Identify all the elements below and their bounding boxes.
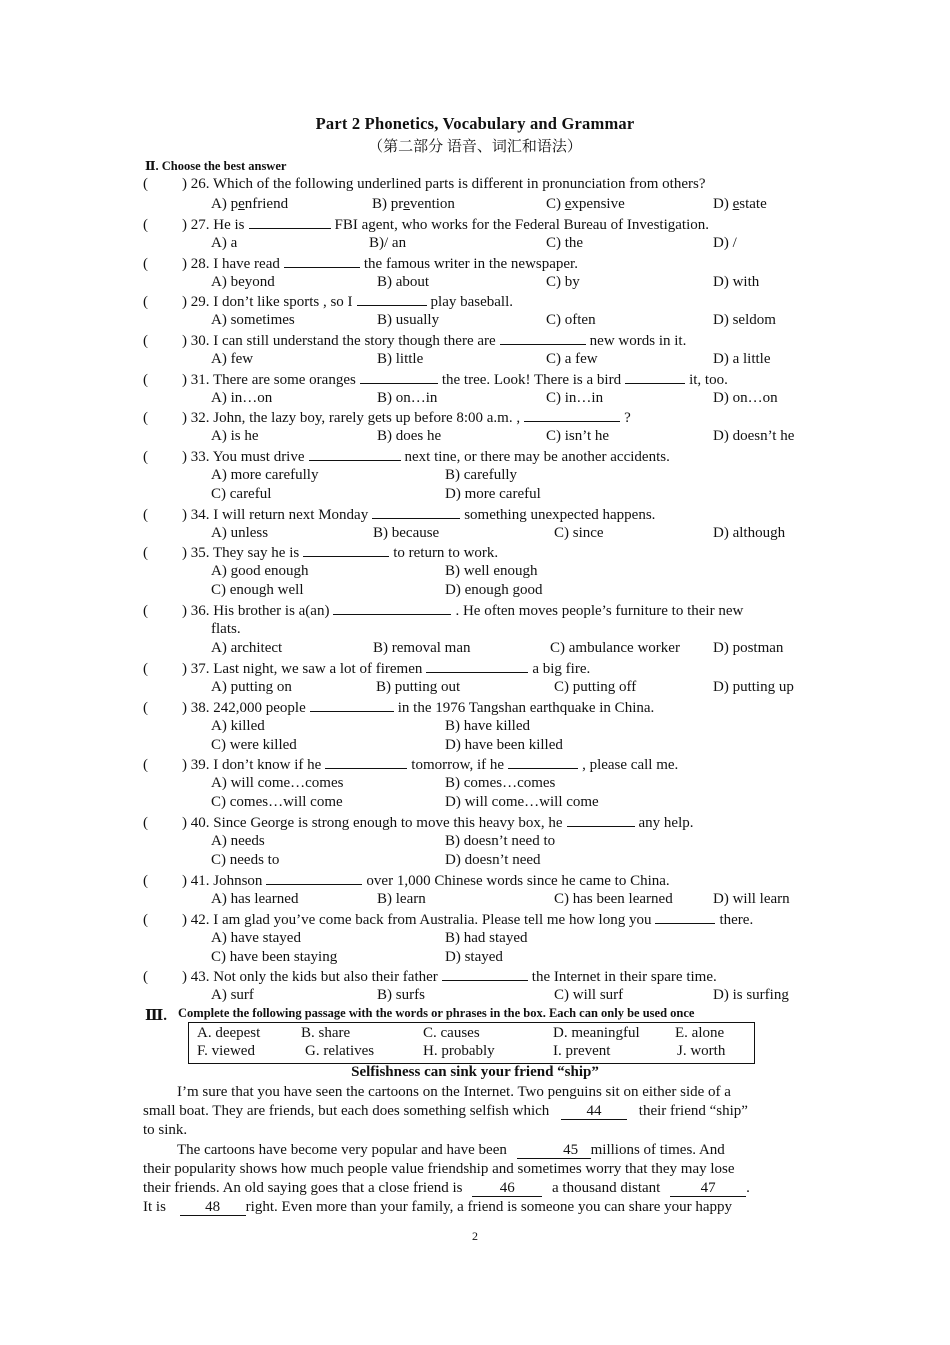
- option-text: state: [739, 195, 767, 212]
- blank-48[interactable]: 48: [180, 1200, 246, 1216]
- option-text: B) had stayed: [445, 929, 528, 946]
- answer-blank[interactable]: [524, 407, 620, 422]
- option-d[interactable]: [713, 234, 737, 253]
- option-b[interactable]: [445, 832, 555, 851]
- question-line: [143, 330, 686, 351]
- question-text: ) 34. I will return next Monday: [182, 507, 369, 523]
- question-line: [143, 754, 678, 775]
- question-line: [143, 870, 670, 891]
- option-text: xpensive: [571, 195, 625, 212]
- blank-45[interactable]: 45: [517, 1143, 591, 1159]
- page-subtitle: （第二部分 语音、词汇和语法）: [368, 139, 582, 155]
- answer-paren[interactable]: (: [143, 507, 148, 523]
- question-text: ) 36. His brother is a(an): [182, 603, 330, 619]
- passage-line: their popularity shows how much people value friendship and sometimes worry that they may lose: [143, 1161, 735, 1177]
- option-d[interactable]: [445, 793, 599, 812]
- question-text: ) 43. Not only the kids but also their father: [182, 969, 438, 985]
- passage-line: I’m sure that you have seen the cartoons on the Internet. Two penguins sit on either side of a: [177, 1084, 731, 1100]
- question-text: ) 28. I have read: [182, 256, 280, 272]
- option-a[interactable]: [211, 311, 295, 330]
- option-text: B) does he: [377, 427, 442, 444]
- option-b[interactable]: [376, 678, 460, 697]
- option-c[interactable]: [211, 485, 271, 504]
- option-c[interactable]: [211, 736, 297, 755]
- option-text: B) well enough: [445, 562, 538, 579]
- option-text: D) a little: [713, 350, 771, 367]
- question-text: any help.: [638, 815, 694, 831]
- passage-text: millions of times. And: [590, 1142, 725, 1158]
- passage-text: It is: [143, 1199, 166, 1215]
- option-d[interactable]: [713, 678, 794, 697]
- option-text: B) comes…comes: [445, 774, 556, 791]
- question-line: [143, 446, 670, 467]
- option-a[interactable]: [211, 639, 282, 658]
- passage-text: their friend “ship”: [638, 1103, 748, 1119]
- option-c[interactable]: [554, 678, 636, 697]
- option-text: D) have been killed: [445, 737, 563, 753]
- answer-paren[interactable]: (: [143, 700, 148, 716]
- question-text: there.: [719, 912, 754, 928]
- answer-blank[interactable]: [426, 658, 528, 673]
- answer-blank[interactable]: [325, 754, 407, 769]
- option-a[interactable]: [211, 234, 237, 253]
- option-underlined-letter: e: [403, 195, 410, 212]
- option-text: C) a few: [546, 350, 598, 367]
- word-box-item: H. probably: [423, 1043, 495, 1059]
- option-text: D) with: [713, 273, 760, 290]
- option-text: D) postman: [713, 640, 784, 656]
- option-a[interactable]: [211, 195, 288, 214]
- option-text: C) enough well: [211, 582, 304, 598]
- question-line: [143, 966, 717, 987]
- option-text: D): [713, 195, 733, 212]
- option-c[interactable]: [546, 427, 609, 446]
- passage-text: their friends. An old saying goes that a close friend is: [143, 1180, 463, 1196]
- option-text: D) /: [713, 234, 737, 251]
- word-box-item: F. viewed: [197, 1043, 255, 1059]
- option-text: C) often: [546, 311, 596, 328]
- option-b[interactable]: [377, 389, 437, 408]
- answer-paren[interactable]: (: [143, 410, 148, 426]
- option-text: A) in…on: [211, 389, 273, 406]
- option-a[interactable]: [211, 774, 343, 793]
- question-text: ) 35. They say he is: [182, 545, 300, 561]
- question-line: [143, 214, 709, 235]
- option-c[interactable]: [546, 350, 598, 369]
- option-text: D) more careful: [445, 486, 541, 502]
- option-d[interactable]: [713, 195, 767, 214]
- question-line: [143, 812, 693, 833]
- option-b[interactable]: [445, 562, 537, 581]
- option-a[interactable]: [211, 466, 318, 485]
- passage-title: Selfishness can sink your friend “ship”: [351, 1064, 599, 1080]
- option-text: A) beyond: [211, 273, 275, 290]
- option-text: A) killed: [211, 717, 265, 734]
- passage-text: a thousand distant: [552, 1180, 661, 1196]
- option-c[interactable]: [554, 524, 604, 543]
- answer-paren[interactable]: (: [143, 661, 148, 677]
- option-text: D) is surfing: [713, 986, 789, 1003]
- question-text: ) 33. You must drive: [182, 449, 305, 465]
- option-text: D) will learn: [713, 890, 790, 907]
- option-d[interactable]: [713, 311, 776, 330]
- question-text: ) 42. I am glad you’ve come back from Australia. Please tell me how long you: [182, 912, 652, 928]
- option-c[interactable]: [546, 273, 580, 292]
- option-text: C) putting off: [554, 678, 637, 695]
- option-d[interactable]: [445, 485, 541, 504]
- option-d[interactable]: [713, 524, 785, 543]
- answer-paren[interactable]: (: [143, 217, 148, 233]
- option-c[interactable]: [546, 234, 583, 253]
- answer-blank[interactable]: [655, 909, 715, 924]
- question-text: ) 29. I don’t like sports , so I: [182, 294, 353, 310]
- option-text: B) have killed: [445, 717, 530, 734]
- option-b[interactable]: [445, 717, 530, 736]
- answer-paren[interactable]: (: [143, 372, 148, 388]
- option-text: C): [546, 195, 565, 212]
- option-underlined-letter: e: [238, 195, 245, 212]
- option-text: A) putting on: [211, 678, 292, 695]
- question-text: ) 39. I don’t know if he: [182, 757, 322, 773]
- option-b[interactable]: [377, 273, 429, 292]
- passage-line: [143, 1102, 807, 1121]
- option-c[interactable]: [211, 948, 337, 967]
- question-text: ) 40. Since George is strong enough to move this heavy box, he: [182, 815, 563, 831]
- word-box-item: D. meaningful: [553, 1025, 640, 1041]
- option-text: C) by: [546, 273, 580, 290]
- option-text: B) doesn’t need to: [445, 832, 556, 849]
- question-text: FBI agent, who works for the Federal Bureau of Investigation.: [334, 217, 709, 233]
- question-text: ?: [624, 410, 631, 426]
- option-b[interactable]: [445, 466, 517, 485]
- question-text: ) 30. I can still understand the story though there are: [182, 333, 496, 349]
- passage-line: [143, 1179, 807, 1198]
- option-text: A) is he: [211, 427, 259, 444]
- passage-text: right. Even more than your family, a friend is someone you can share your happy: [245, 1199, 733, 1215]
- answer-blank[interactable]: [303, 542, 389, 557]
- option-d[interactable]: [713, 890, 790, 909]
- option-d[interactable]: [445, 948, 503, 967]
- answer-blank[interactable]: [266, 870, 362, 885]
- answer-blank[interactable]: [310, 697, 394, 712]
- answer-blank[interactable]: [500, 330, 586, 345]
- answer-blank[interactable]: [360, 369, 438, 384]
- answer-blank[interactable]: [333, 600, 451, 615]
- question-line: [143, 175, 705, 194]
- question-text: over 1,000 Chinese words since he came to China.: [366, 873, 670, 889]
- question-line: [143, 253, 578, 274]
- word-box: [188, 1022, 755, 1064]
- option-a[interactable]: [211, 273, 275, 292]
- option-text: B) usually: [377, 311, 440, 328]
- option-d[interactable]: [713, 350, 770, 369]
- answer-blank[interactable]: [567, 812, 635, 827]
- answer-paren[interactable]: (: [143, 545, 148, 561]
- option-text: A) will come…comes: [211, 774, 344, 791]
- option-text: C) comes…will come: [211, 794, 343, 810]
- option-text: A) unless: [211, 524, 269, 541]
- page-number: 2: [472, 1229, 478, 1243]
- option-b[interactable]: [377, 350, 423, 369]
- answer-paren[interactable]: (: [143, 873, 148, 889]
- word-box-item: E. alone: [675, 1025, 725, 1041]
- option-text: A) a: [211, 234, 238, 251]
- answer-paren[interactable]: (: [143, 294, 148, 310]
- question-line: [143, 504, 655, 525]
- option-text: A) has learned: [211, 890, 299, 907]
- option-text: A) needs: [211, 832, 265, 849]
- answer-blank[interactable]: [372, 504, 460, 519]
- option-text: B) removal man: [373, 640, 471, 656]
- question-line: [143, 658, 590, 679]
- answer-blank[interactable]: [442, 966, 528, 981]
- option-text: D) will come…will come: [445, 794, 599, 810]
- option-text: A) have stayed: [211, 929, 301, 946]
- option-text: C) needs to: [211, 852, 280, 868]
- question-line: [143, 600, 743, 621]
- option-d[interactable]: [445, 736, 563, 755]
- answer-paren[interactable]: (: [143, 757, 148, 773]
- option-text: vention: [409, 195, 455, 212]
- option-text: A) surf: [211, 986, 254, 1003]
- option-text: D) on…on: [713, 389, 778, 406]
- question-line: [143, 542, 498, 563]
- option-text: B) surfs: [377, 986, 425, 1003]
- question-text: it, too.: [689, 372, 728, 388]
- option-c[interactable]: [211, 851, 279, 870]
- option-text: D) putting up: [713, 678, 794, 695]
- question-line: [143, 369, 728, 390]
- option-text: C) careful: [211, 486, 272, 502]
- option-a[interactable]: [211, 427, 259, 446]
- question-text: ) 41. Johnson: [182, 873, 263, 889]
- question-text: ) 26. Which of the following underlined parts is different in pronunciation from others?: [182, 176, 706, 192]
- answer-blank[interactable]: [357, 291, 427, 306]
- option-underlined-letter: e: [732, 195, 740, 212]
- section-3-numeral: Ⅲ.: [145, 1008, 168, 1024]
- answer-blank[interactable]: [508, 754, 578, 769]
- option-a[interactable]: [211, 678, 292, 697]
- option-a[interactable]: [211, 890, 298, 909]
- option-text: C) since: [554, 524, 604, 541]
- option-text: C) ambulance worker: [550, 640, 680, 656]
- answer-blank[interactable]: [309, 446, 401, 461]
- answer-paren[interactable]: (: [143, 603, 148, 619]
- question-text: new words in it.: [589, 333, 687, 349]
- question-line: [143, 697, 654, 718]
- option-underlined-letter: e: [564, 195, 572, 212]
- option-text: A) good enough: [211, 562, 309, 579]
- question-text: ) 31. There are some oranges: [182, 372, 356, 388]
- option-b[interactable]: [445, 774, 555, 793]
- option-b[interactable]: [373, 639, 470, 658]
- answer-paren[interactable]: (: [143, 969, 148, 985]
- option-c[interactable]: [546, 195, 625, 214]
- option-text: C) were killed: [211, 737, 297, 753]
- option-d[interactable]: [445, 581, 543, 600]
- page-title: Part 2 Phonetics, Vocabulary and Grammar: [315, 114, 635, 133]
- option-text: D) seldom: [713, 311, 776, 328]
- option-d[interactable]: [713, 639, 783, 658]
- option-a[interactable]: [211, 986, 254, 1005]
- question-line: [143, 407, 631, 428]
- option-text: D) although: [713, 524, 786, 541]
- question-text: ) 38. 242,000 people: [182, 700, 306, 716]
- option-a[interactable]: [211, 929, 301, 948]
- section-3-instruction: Complete the following passage with the words or phrases in the box. Each can only be used once: [178, 1006, 695, 1020]
- question-text: something unexpected happens.: [464, 507, 656, 523]
- option-c[interactable]: [550, 639, 680, 658]
- option-text: C) will surf: [554, 986, 624, 1003]
- answer-paren[interactable]: (: [143, 912, 148, 928]
- option-a[interactable]: [211, 832, 265, 851]
- question-text: next tine, or there may be another accidents.: [404, 449, 670, 465]
- answer-paren[interactable]: (: [143, 815, 148, 831]
- question-text: . He often moves people’s furniture to their new: [455, 603, 744, 619]
- answer-paren[interactable]: (: [143, 256, 148, 272]
- option-c[interactable]: [554, 890, 673, 909]
- option-a[interactable]: [211, 717, 265, 736]
- option-text: nfriend: [244, 195, 289, 212]
- passage-line: [143, 1198, 807, 1217]
- word-box-item: I. prevent: [553, 1043, 611, 1059]
- option-text: D) enough good: [445, 582, 543, 598]
- passage-text: The cartoons have become very popular and have been: [177, 1142, 507, 1158]
- option-c[interactable]: [546, 311, 596, 330]
- option-text: A) more carefully: [211, 466, 319, 483]
- question-line: [143, 909, 753, 930]
- option-text: B) pr: [372, 195, 404, 212]
- question-text: a big fire.: [532, 661, 591, 677]
- option-text: C) have been staying: [211, 949, 338, 965]
- question-text: ) 37. Last night, we saw a lot of firemen: [182, 661, 423, 677]
- option-a[interactable]: [211, 562, 309, 581]
- option-text: B) on…in: [377, 389, 438, 406]
- option-text: D) doesn’t need: [445, 852, 541, 868]
- answer-blank[interactable]: [249, 214, 331, 229]
- option-b[interactable]: [373, 524, 439, 543]
- option-text: A) sometimes: [211, 311, 295, 328]
- question-text: ) 27. He is: [182, 217, 245, 233]
- question-text: ) 32. John, the lazy boy, rarely gets up before 8:00 a.m. ,: [182, 410, 521, 426]
- option-c[interactable]: [554, 986, 623, 1005]
- blank-46[interactable]: 46: [472, 1181, 542, 1197]
- option-c[interactable]: [211, 793, 343, 812]
- passage-text: .: [746, 1180, 750, 1196]
- option-text: A) few: [211, 350, 254, 367]
- option-b[interactable]: [377, 890, 426, 909]
- blank-44[interactable]: 44: [561, 1104, 627, 1120]
- word-box-item: G. relatives: [305, 1043, 375, 1059]
- answer-blank[interactable]: [284, 253, 360, 268]
- option-c[interactable]: [211, 581, 303, 600]
- answer-paren[interactable]: (: [143, 333, 148, 349]
- option-text: A) architect: [211, 640, 283, 656]
- option-text: C) the: [546, 234, 584, 251]
- option-b[interactable]: [369, 234, 406, 253]
- passage-text: small boat. They are friends, but each does something selfish which: [143, 1103, 550, 1119]
- option-c[interactable]: [546, 389, 603, 408]
- option-b[interactable]: [377, 427, 441, 446]
- question-text: tomorrow, if he: [411, 757, 505, 773]
- question-text: the tree. Look! There is a bird: [441, 372, 622, 388]
- option-text: B) because: [373, 524, 440, 541]
- word-box-item: J. worth: [677, 1043, 726, 1059]
- question-text: play baseball.: [430, 294, 514, 310]
- answer-blank[interactable]: [625, 369, 685, 384]
- option-d[interactable]: [713, 273, 759, 292]
- question-text: to return to work.: [393, 545, 499, 561]
- option-b[interactable]: [372, 195, 455, 214]
- option-a[interactable]: [211, 524, 268, 543]
- option-text: D) doesn’t he: [713, 427, 795, 444]
- question-text: the Internet in their spare time.: [531, 969, 717, 985]
- option-text: B) learn: [377, 890, 426, 907]
- option-text: B) about: [377, 273, 430, 290]
- question-text: , please call me.: [582, 757, 679, 773]
- option-d[interactable]: [713, 427, 794, 446]
- option-text: C) in…in: [546, 389, 604, 406]
- option-text: B) carefully: [445, 466, 518, 483]
- option-text: D) stayed: [445, 949, 503, 965]
- option-text: C) has been learned: [554, 890, 673, 907]
- option-a[interactable]: [211, 350, 253, 369]
- answer-paren[interactable]: (: [143, 176, 148, 192]
- passage-line: [143, 1141, 807, 1160]
- option-text: B)/ an: [369, 234, 407, 251]
- option-b[interactable]: [377, 311, 439, 330]
- option-a[interactable]: [211, 389, 272, 408]
- option-d[interactable]: [713, 389, 778, 408]
- blank-47[interactable]: 47: [670, 1181, 746, 1197]
- option-text: C) isn’t he: [546, 427, 610, 444]
- question-text: the famous writer in the newspaper.: [363, 256, 578, 272]
- option-d[interactable]: [445, 851, 541, 870]
- option-text: A) p: [211, 195, 239, 212]
- word-box-item: C. causes: [423, 1025, 480, 1041]
- option-b[interactable]: [445, 929, 527, 948]
- word-box-item: A. deepest: [197, 1025, 261, 1041]
- option-b[interactable]: [377, 986, 425, 1005]
- option-d[interactable]: [713, 986, 789, 1005]
- passage-line: to sink.: [143, 1122, 188, 1138]
- question-text: in the 1976 Tangshan earthquake in China.: [397, 700, 655, 716]
- answer-paren[interactable]: (: [143, 449, 148, 465]
- word-box-item: B. share: [301, 1025, 351, 1041]
- section-2-label: Ⅱ. Choose the best answer: [145, 159, 287, 173]
- option-text: B) putting out: [376, 678, 461, 695]
- question-line: [143, 291, 513, 312]
- option-text: B) little: [377, 350, 424, 367]
- question-text-continued: flats.: [211, 620, 241, 637]
